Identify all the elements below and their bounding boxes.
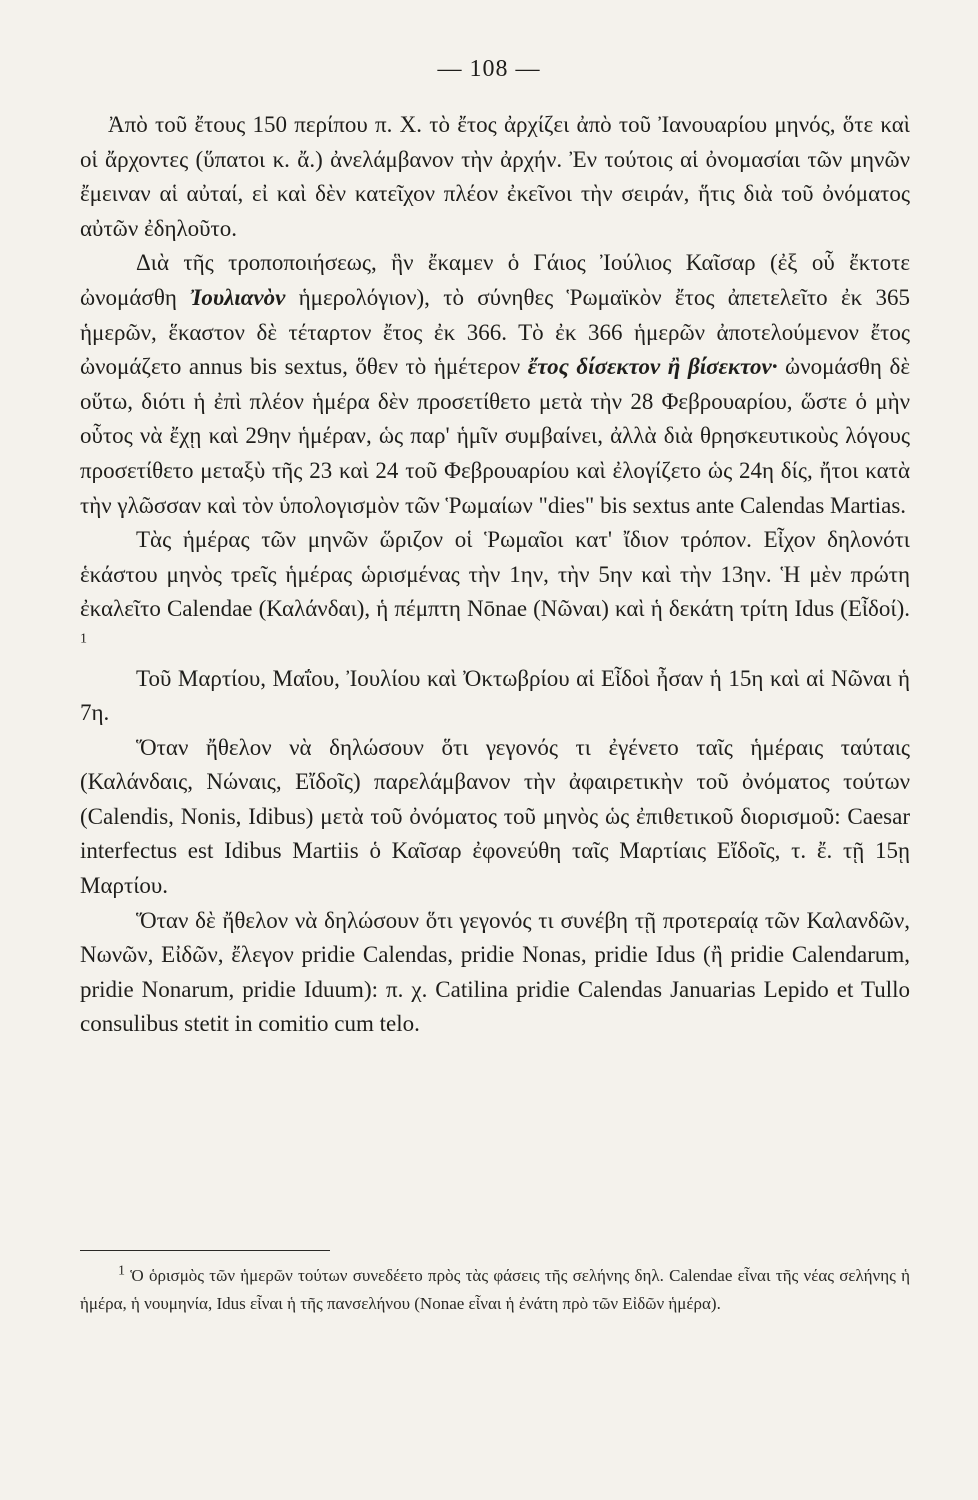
footnote-reference: 1 bbox=[80, 631, 87, 647]
paragraph-2-text-a: Διὰ τῆς τροποποιήσεως, ἣν ἔκαμεν ὁ Γάιος Ἰούλιος Καῖσαρ (ἐξ οὗ ἔκτοτε ὠνομάσθη bbox=[80, 250, 910, 310]
footnote-paragraph bbox=[80, 1262, 910, 1318]
term-julian: Ἰουλιανὸν bbox=[190, 284, 286, 310]
page-number: — 108 — bbox=[437, 56, 541, 82]
term-bisextile: ἔτος δίσεκτον ἢ βίσεκτον· bbox=[527, 354, 778, 380]
footnote-divider bbox=[80, 1250, 330, 1251]
paragraph-1: Ἀπὸ τοῦ ἔτους 150 περίπου π. Χ. τὸ ἔτος ἀρχίζει ἀπὸ τοῦ Ἰανουαρίου μηνός, ὅτε καὶ οἱ ἄρχοντες (ὕπατοι κ. ἄ.) ἀνελάμβανον τὴν ἀρχήν. Ἐν τούτοις αἱ ὀνομασίαι τῶν μηνῶν ἔμειναν αἱ αὐταί, εἰ καὶ δὲν κατεῖχον πλέον ἐκεῖνοι τὴν σειράν, ἥτις διὰ τοῦ ὀνόματος αὐτῶν ἐδηλοῦτο. bbox=[80, 112, 910, 241]
paragraph-2-text-e: ὠνομάσθη δὲ οὕτω, διότι ἡ ἐπὶ πλέον ἡμέρα δὲν προσετίθετο μετὰ τὴν 28 Φεβρουαρίου, ὥστε ὁ μὴν οὗτος νὰ ἔχῃ καὶ 29ην ἡμέραν, ὡς παρ' ἡμῖν συμβαίνει, ἀλλὰ διὰ θρησκευτικοὺς λόγους προσετίθετο μεταξὺ τῆς 23 καὶ 24 τοῦ Φεβρουαρίου καὶ ἐλογίζετο ὡς 24η δίς, ἤτοι κατὰ τὴν γλῶσσαν καὶ τὸν ὑπολογισμὸν τῶν Ῥωμαίων "dies" bis sextus ante Calendas Martias. bbox=[80, 354, 910, 518]
paragraph-2-text-c: ἡμερολόγιον), τὸ σύνηθες Ῥωμαϊκὸν ἔτος ἀπετελεῖτο ἐκ 365 ἡμερῶν, ἕκαστον δὲ τέταρτον ἔτος ἐκ 366. Τὸ ἐκ 366 ἡμερῶν ἀποτελούμενον ἔτος ὠνομάζετο annus bis sextus, ὅθεν τὸ ἡμέτερον bbox=[80, 284, 910, 380]
main-text bbox=[80, 108, 910, 1042]
paragraph-2 bbox=[80, 246, 910, 523]
paragraph-3-text: Τὰς ἡμέρας τῶν μηνῶν ὥριζον οἱ Ῥωμαῖοι κατ' ἴδιον τρόπον. Εἶχον δηλονότι ἑκάστου μηνὸς τρεῖς ἡμέρας ὡρισμένας τὴν 1ην, τὴν 5ην καὶ τὴν 13ην. Ἡ μὲν πρώτη ἐκαλεῖτο Calendae (Καλάνδαι), ἡ πέμπτη Nōnae (Νῶναι) καὶ ἡ δεκάτη τρίτη Idus (Εἶδοί). bbox=[80, 527, 910, 622]
paragraph-4: Τοῦ Μαρτίου, Μαΐου, Ἰουλίου καὶ Ὀκτωβρίου αἱ Εἶδοὶ ἦσαν ἡ 15η καὶ αἱ Νῶναι ἡ 7η. bbox=[80, 665, 910, 726]
paragraph-5: Ὅταν ἤθελον νὰ δηλώσουν ὅτι γεγονός τι ἐγένετο ταῖς ἡμέραις ταύταις (Καλάνδαις, Νώναις, Εἴδοῖς) παρελάμβανον τὴν ἀφαιρετικὴν τοῦ ὀνόματος τούτων (Calendis, Nonis, Idibus) μετὰ τοῦ ὀνόματος τοῦ μηνὸς ὡς ἐπιθετικοῦ διορισμοῦ: Caesar interfectus est Idibus Martiis ὁ Καῖσαρ ἐφονεύθη ταῖς Μαρτίαις Εἴδοῖς, τ. ἔ. τῇ 15ῃ Μαρτίου. bbox=[80, 734, 910, 899]
footnote-marker: 1 bbox=[118, 1263, 125, 1279]
paragraph-3 bbox=[80, 523, 910, 661]
footnote bbox=[80, 1262, 910, 1318]
footnote-text: Ὁ ὁρισμὸς τῶν ἡμερῶν τούτων συνεδέετο πρὸς τὰς φάσεις τῆς σελήνης δηλ. Calendae εἶναι τῆς νέας σελήνης ἡ ἡμέρα, ἡ νουμηνία, Idus εἶναι ἡ τῆς πανσελήνου (Nonae εἶναι ἡ ἐνάτη πρὸ τῶν Εἰδῶν ἡμέρα). bbox=[80, 1266, 910, 1313]
paragraph-6: Ὅταν δὲ ἤθελον νὰ δηλώσουν ὅτι γεγονός τι συνέβη τῇ προτεραίᾳ τῶν Καλανδῶν, Νωνῶν, Εἰδῶν, ἔλεγον pridie Calendas, pridie Nonas, pridie Idus (ἢ pridie Calendarum, pridie Nonarum, pridie Iduum): π. χ. Catilina pridie Calendas Januarias Lepido et Tullo consulibus stetit in comitio cum telo. bbox=[80, 907, 910, 1037]
